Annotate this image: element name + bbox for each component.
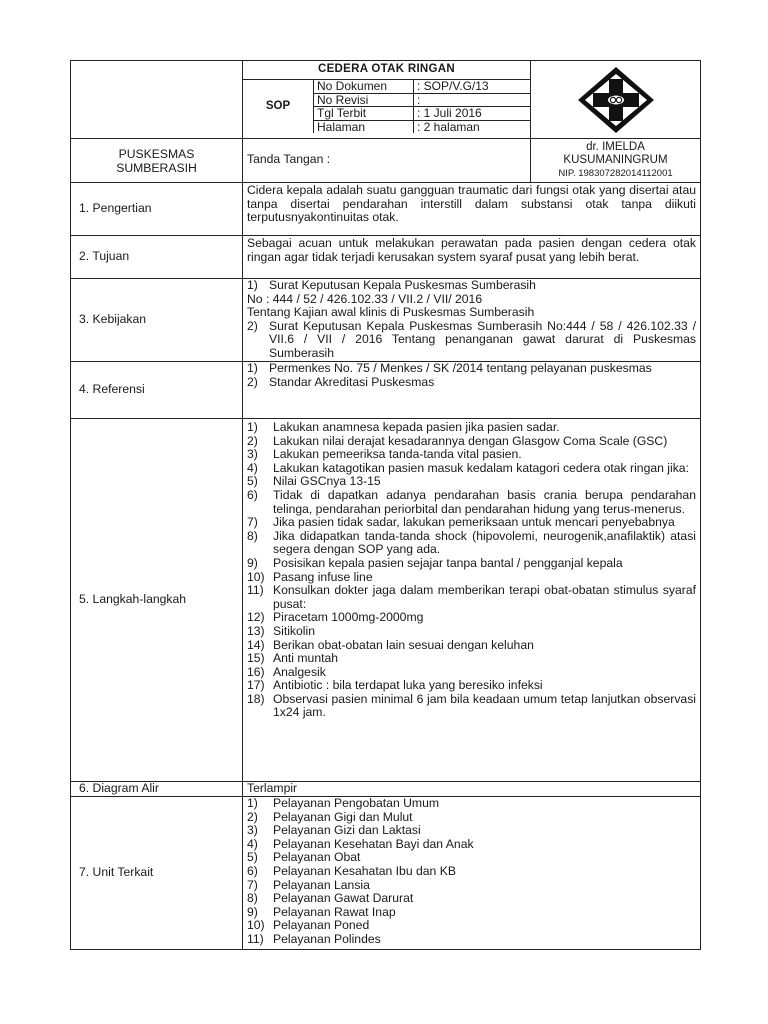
list-item-number: 6): [247, 487, 258, 502]
list-item: [243, 516, 696, 530]
list-item-number: 5): [247, 474, 258, 489]
list-item-number: 13): [247, 623, 265, 638]
document-meta: [314, 80, 530, 133]
list-item-text: Permenkes No. 75 / Menkes / SK /2014 tentang pelayanan puskesmas: [269, 361, 652, 375]
list-item: [243, 639, 696, 653]
list-item-number: 9): [247, 904, 258, 919]
list-item-number: 14): [247, 637, 265, 652]
meta-key: No Dokumen: [314, 80, 414, 93]
list-item-number: 8): [247, 528, 258, 543]
section-label-cell: [71, 782, 243, 797]
list-item-text: Tidak di dapatkan adanya pendarahan basis crania berupa pendarahan telinga, pendarahan periorbital dan pendarahan hidung yang terus-menerus.: [273, 487, 696, 516]
org-name-line2: SUMBERASIH: [116, 160, 197, 175]
list-item: 2) Surat Keputusan Kepala Puskesmas Sumberasih No:444 / 58 / 426.102.33 / VII.6 / VII / 2016 Tentang penanganan gawat darurat di Puskesmas Sumberasih: [247, 318, 696, 360]
list-item: [243, 933, 696, 947]
list-item-text: Pelayanan Gizi dan Laktasi: [273, 823, 421, 838]
list-item: [243, 625, 696, 639]
list-item-number: 6): [247, 863, 258, 878]
list-item: [243, 584, 696, 611]
signature-label: Tanda Tangan :: [247, 152, 331, 166]
list-item-text: Analgesik: [273, 664, 326, 679]
list-item: [243, 362, 696, 376]
list-item-text: Konsulkan dokter jaga dalam memberikan terapi obat-obatan stimulus syaraf pusat:: [273, 583, 696, 611]
list-item: [243, 489, 696, 516]
list-item: [243, 851, 696, 865]
list-item-number: 16): [247, 664, 265, 679]
document-title: CEDERA OTAK RINGAN: [243, 61, 530, 80]
list-item-text: Jika didapatkan tanda-tanda shock (hipovolemi, neurogenik,anafilaktik) atasi segera dengan SOP yang ada.: [273, 528, 696, 557]
list-item-text: Sitikolin: [273, 623, 315, 638]
list-item-text: Pelayanan Kesahatan Ibu dan KB: [273, 863, 456, 878]
list-item-text: Lakukan nilai derajat kesadarannya dengan Glasgow Coma Scale (GSC): [273, 433, 668, 448]
list-item-number: 2): [247, 374, 258, 389]
list-item: [243, 462, 696, 476]
list-item-text: Pelayanan Rawat Inap: [273, 904, 396, 919]
section-content-unit: [243, 797, 701, 950]
section-label-cell: [71, 183, 243, 236]
section-content-kebijakan: [243, 279, 701, 362]
list-item-number: 7): [247, 877, 258, 892]
meta-value: : 2 halaman: [417, 119, 480, 134]
list-item: [243, 421, 696, 435]
sop-table: [70, 60, 701, 950]
list-item-number: 3): [247, 823, 258, 838]
section-label-cell: [71, 419, 243, 782]
meta-value: : SOP/V.G/13: [414, 80, 531, 93]
puskesmas-logo-icon: [576, 65, 656, 135]
sop-document: [70, 60, 700, 950]
list-item-number: 12): [247, 610, 265, 625]
section-label-cell: [71, 362, 243, 419]
list-item: [243, 530, 696, 557]
list-item-number: 1): [247, 420, 258, 434]
list-item-number: 2): [247, 809, 258, 824]
meta-key: Tgl Terbit: [314, 107, 414, 121]
list-item-number: 8): [247, 891, 258, 906]
meta-value: :: [414, 93, 531, 107]
list-item-text: Pelayanan Polindes: [273, 931, 381, 946]
list-item-number: 7): [247, 515, 258, 530]
list-item: [243, 475, 696, 489]
section-label-tujuan: 2. Tujuan: [79, 249, 130, 264]
list-item-number: 10): [247, 569, 265, 584]
sop-label: SOP: [243, 80, 314, 133]
list-item: [243, 448, 696, 462]
list-item-number: 5): [247, 850, 258, 865]
section-label-cell: [71, 236, 243, 279]
section-content-pengertian: [243, 183, 701, 236]
list-item-number: 17): [247, 678, 265, 693]
list-item-text: Pelayanan Obat: [273, 850, 361, 865]
list-item-text: Lakukan pemeeriksa tanda-tanda vital pasien.: [273, 447, 522, 462]
list-item-text: Pelayanan Pengobatan Umum: [273, 796, 439, 810]
list-item-number: 10): [247, 918, 265, 933]
list-item: [243, 797, 696, 811]
list-item-number: 1): [247, 361, 258, 375]
section-label-langkah: 5. Langkah-langkah: [79, 592, 187, 607]
logo-cell: [531, 61, 701, 139]
langkah-list: [243, 419, 700, 720]
list-item-number: 3): [247, 447, 258, 462]
list-item-text: Nilai GSCnya 13-15: [273, 474, 381, 489]
org-name-line1: PUSKESMAS: [118, 147, 195, 161]
list-item-text: Jika pasien tidak sadar, lakukan pemeriksaan untuk mencari penyebabnya: [273, 515, 675, 530]
list-item: [243, 879, 696, 893]
list-item: [243, 557, 696, 571]
section-label-cell: [71, 797, 243, 950]
list-item-number: 1): [247, 796, 258, 810]
list-item: [243, 679, 696, 693]
signer-name-line2: KUSUMANINGRUM: [563, 154, 668, 166]
kebijakan-list: [243, 279, 700, 293]
signer-name-line1: dr. IMELDA: [586, 141, 645, 153]
tujuan-text: Sebagai acuan untuk melakukan perawatan pada pasien dengan cedera otak ringan agar tidak terjadi kerusakan system syaraf pusat yang lebih berat.: [247, 236, 696, 264]
section-content-tujuan: [243, 236, 701, 279]
list-item-text: Pelayanan Poned: [273, 918, 370, 933]
list-item-text: Lakukan katagotikan pasien masuk kedalam katagori cedera otak ringan jika:: [273, 460, 689, 475]
list-item-text: Observasi pasien minimal 6 jam bila keadaan umum tetap lanjutkan observasi 1x24 jam.: [273, 691, 696, 720]
section-content-langkah: [243, 419, 701, 782]
list-item-number: 11): [247, 583, 264, 598]
section-content-referensi: [243, 362, 701, 419]
list-item-number: 2): [247, 433, 258, 448]
kebijakan-list-2: [243, 320, 700, 361]
list-item: [243, 811, 696, 825]
section-content-diagram: [243, 782, 701, 797]
list-item-text: Piracetam 1000mg-2000mg: [273, 610, 424, 625]
list-item-number: 9): [247, 555, 258, 570]
meta-key: No Revisi: [314, 93, 414, 107]
kebijakan-no-line: No : 444 / 52 / 426.102.33 / VII.2 / VII/ 2016: [247, 291, 483, 306]
list-item: [243, 376, 696, 390]
list-item: [243, 652, 696, 666]
diagram-text: Terlampir: [247, 781, 298, 795]
list-item-number: 4): [247, 460, 258, 475]
list-item-text: Posisikan kepala pasien sejajar tanpa bantal / pengganjal kepala: [273, 555, 623, 570]
list-item-number: 4): [247, 836, 258, 851]
list-item: [243, 666, 696, 680]
list-item-text: Standar Akreditasi Puskesmas: [269, 374, 435, 389]
section-label-cell: [71, 279, 243, 362]
list-item: [243, 865, 696, 879]
list-item: [243, 838, 696, 852]
list-item: [243, 906, 696, 920]
signer-nip: NIP. 198307282014112001: [558, 168, 673, 179]
list-item: [243, 892, 696, 906]
signature-cell: [243, 139, 531, 183]
list-item-text: Pelayanan Gawat Darurat: [273, 891, 414, 906]
list-item: [243, 571, 696, 585]
section-label-referensi: 4. Referensi: [79, 382, 145, 397]
list-item: [243, 693, 696, 720]
list-item: [243, 435, 696, 449]
section-label-unit: 7. Unit Terkait: [79, 865, 154, 880]
section-label-kebijakan: 3. Kebijakan: [79, 312, 147, 327]
list-item-text: Antibiotic : bila terdapat luka yang beresiko infeksi: [273, 678, 543, 693]
list-item: 1) Surat Keputusan Kepala Puskesmas Sumberasih: [247, 278, 536, 292]
unit-list: [243, 797, 700, 947]
list-item-text: Lakukan anamnesa kepada pasien jika pasien sadar.: [273, 420, 560, 434]
list-item-number: 11): [247, 931, 264, 946]
list-item-text: Berikan obat-obatan lain sesuai dengan keluhan: [273, 637, 534, 652]
list-item-text: Pelayanan Kesehatan Bayi dan Anak: [273, 836, 474, 851]
signer-cell: [531, 139, 701, 183]
org-cell: [71, 139, 243, 183]
meta-value: : 1 Juli 2016: [414, 107, 531, 121]
list-item-number: 15): [247, 651, 265, 666]
list-item-text: Pelayanan Lansia: [273, 877, 370, 892]
header-title-cell: [243, 61, 531, 139]
header-blank-cell: [71, 61, 243, 139]
list-item-text: Pelayanan Gigi dan Mulut: [273, 809, 413, 824]
pengertian-text: Cidera kepala adalah suatu gangguan traumatic dari fungsi otak yang disertai atau tanpa disertai pendarahan interstill dalam substansi otak tanpa diikuti terputusnyakontinuitas otak.: [247, 183, 696, 225]
list-item: [243, 611, 696, 625]
kebijakan-tentang-line: Tentang Kajian awal klinis di Puskesmas Sumberasih: [247, 305, 535, 320]
referensi-list: [243, 362, 700, 389]
list-item-text: Anti muntah: [273, 651, 339, 666]
list-item: [243, 824, 696, 838]
meta-key: Halaman: [314, 120, 414, 133]
section-label-diagram: 6. Diagram Alir: [79, 781, 159, 796]
list-item-text: Pasang infuse line: [273, 569, 373, 584]
section-label-pengertian: 1. Pengertian: [79, 201, 152, 216]
list-item-number: 18): [247, 691, 265, 706]
list-item: [243, 919, 696, 933]
